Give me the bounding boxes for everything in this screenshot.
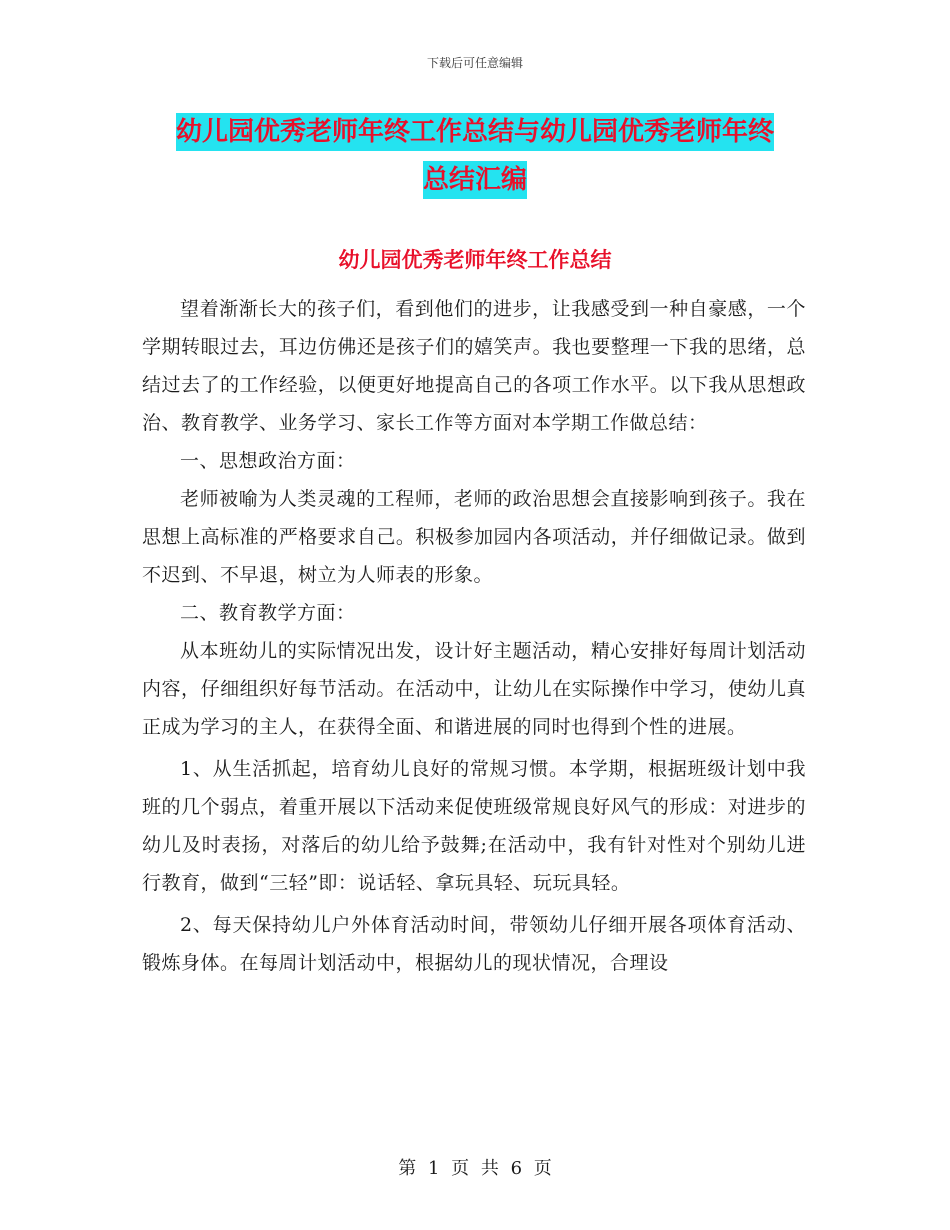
paragraph-political: 老师被喻为人类灵魂的工程师，老师的政治思想会直接影响到孩子。我在思想上高标准的严格要求自己。积极参加园内各项活动，并仔细做记录。做到不迟到、不早退，树立为人师表的形象。: [142, 488, 806, 586]
document-title-line-1: 幼儿园优秀老师年终工作总结与幼儿园优秀老师年终: [176, 113, 774, 151]
paragraph-item-1: 1、从生活抓起，培育幼儿良好的常规习惯。本学期，根据班级计划中我班的几个弱点，着重开展以下活动来促使班级常规良好风气的形成：对进步的幼儿及时表扬，对落后的幼儿给予鼓舞;在活动中，我有针对性对个别幼儿进行教育，做到“三轻”即：说话轻、拿玩具轻、玩玩具轻。: [142, 758, 806, 894]
paragraph-item-2: 2、每天保持幼儿户外体育活动时间，带领幼儿仔细开展各项体育活动、锻炼身体。在每周计划活动中，根据幼儿的现状情况，合理设: [142, 914, 806, 974]
body-text: [142, 290, 806, 982]
paragraph-teaching: 从本班幼儿的实际情况出发，设计好主题活动，精心安排好每周计划活动内容，仔细组织好每节活动。在活动中，让幼儿在实际操作中学习，使幼儿真正成为学习的主人，在获得全面、和谐进展的同时也得到个性的进展。: [142, 640, 806, 738]
heading-teaching: 二、教育教学方面：: [180, 602, 356, 624]
section-title: 幼儿园优秀老师年终工作总结: [338, 248, 612, 272]
document-title: [140, 108, 810, 204]
paragraph-intro: 望着渐渐长大的孩子们，看到他们的进步，让我感受到一种自豪感，一个学期转眼过去，耳边仿佛还是孩子们的嬉笑声。我也要整理一下我的思绪，总结过去了的工作经验，以便更好地提高自己的各项工作水平。以下我从思想政治、教育教学、业务学习、家长工作等方面对本学期工作做总结：: [142, 298, 806, 434]
page-footer: 第 1 页 共 6 页: [398, 1158, 552, 1179]
header-note: 下载后可任意编辑: [426, 56, 523, 70]
document-title-line-2: 总结汇编: [423, 161, 527, 199]
heading-political: 一、思想政治方面：: [180, 450, 356, 472]
